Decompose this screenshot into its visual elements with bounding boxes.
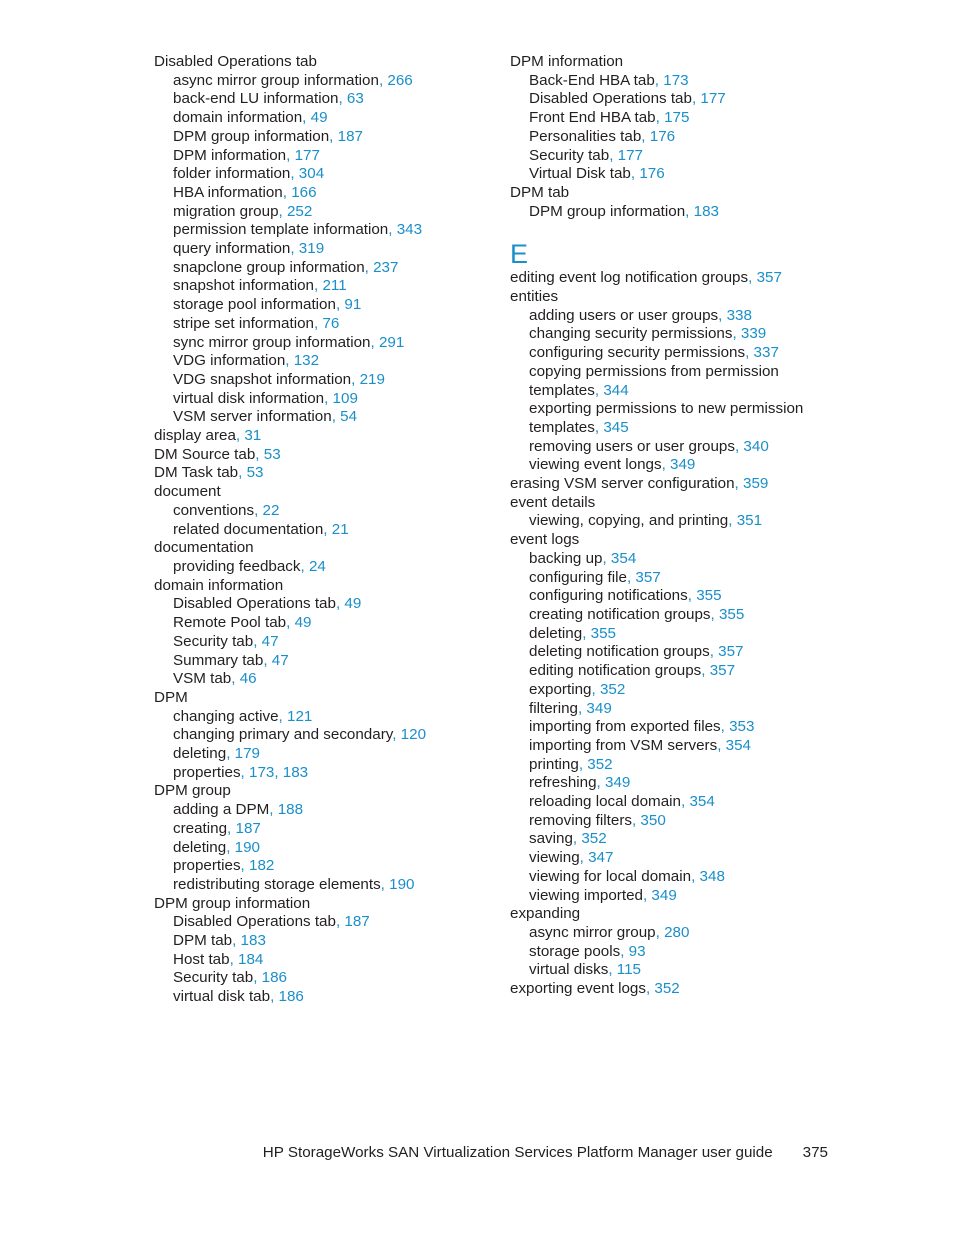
index-entry bbox=[154, 895, 484, 914]
page-reference-link[interactable]: 354 bbox=[725, 736, 751, 754]
index-entry-text: VSM server information bbox=[173, 408, 332, 426]
index-subentry: Security tab, 47 bbox=[173, 632, 279, 650]
index-entry-text: deleting bbox=[173, 838, 227, 856]
index-subentry: providing feedback, 24 bbox=[173, 557, 326, 575]
index-subentry: exporting, 352 bbox=[529, 680, 626, 698]
page-reference-link[interactable]: 91 bbox=[344, 296, 362, 314]
index-entry-text: deleting notification groups bbox=[529, 643, 710, 661]
index-entry-text: configuring security permissions bbox=[529, 344, 746, 362]
index-entry-text: Security tab bbox=[173, 969, 254, 987]
index-subentry: adding a DPM, 188 bbox=[173, 801, 304, 819]
index-entry-text: editing event log notification groups bbox=[510, 269, 749, 287]
index-entry-text: providing feedback bbox=[173, 557, 301, 575]
index-entry-text: adding a DPM bbox=[173, 801, 270, 819]
index-entry-text: event details bbox=[510, 493, 596, 511]
page-reference-link[interactable]: 340 bbox=[743, 437, 769, 455]
index-entry-text: sync mirror group information bbox=[173, 333, 371, 351]
index-entry-text-line1: copying permissions from permission bbox=[529, 362, 779, 380]
page-reference-link[interactable]: 177 bbox=[294, 146, 320, 164]
page-reference-link[interactable]: 352 bbox=[599, 680, 626, 698]
index-entry-text: importing from VSM servers bbox=[529, 736, 718, 754]
page-reference-link[interactable]: 190 bbox=[234, 838, 260, 856]
index-entry-text: DPM group information bbox=[173, 127, 330, 145]
index-subentry: deleting notification groups, 357 bbox=[529, 643, 744, 661]
page-reference-link[interactable]: 352 bbox=[654, 980, 680, 998]
index-subentry: copying permissions from permission templates, 344 bbox=[510, 363, 840, 400]
index-subentry: snapclone group information, 237 bbox=[173, 258, 399, 276]
page-reference-link[interactable]: 176 bbox=[649, 127, 676, 145]
page-reference-link[interactable]: 351 bbox=[736, 512, 763, 530]
index-subentry: virtual disk information, 109 bbox=[173, 389, 358, 407]
index-entry-text: domain information bbox=[173, 109, 303, 127]
page-reference-link[interactable]: 339 bbox=[740, 325, 767, 343]
index-subentry: printing, 352 bbox=[529, 755, 613, 773]
index-entry-text: removing filters bbox=[529, 811, 632, 829]
index-subentry: VDG snapshot information, 219 bbox=[173, 370, 385, 388]
page-reference-link[interactable]: 353 bbox=[729, 718, 755, 736]
index-entry-text: saving bbox=[529, 830, 573, 848]
page-reference-link[interactable]: 337 bbox=[753, 344, 779, 362]
index-entry-text: query information bbox=[173, 240, 291, 258]
page-reference-link[interactable]: 190 bbox=[389, 875, 415, 893]
index-entry-text: redistributing storage elements bbox=[173, 875, 381, 893]
index-subentry: DPM information, 177 bbox=[173, 146, 320, 164]
index-subentry: removing users or user groups, 340 bbox=[529, 437, 769, 455]
footer-title: HP StorageWorks SAN Virtualization Services Platform Manager user guide bbox=[262, 1144, 773, 1161]
index-group-e bbox=[510, 269, 840, 998]
page-reference-link[interactable]: 54 bbox=[340, 408, 358, 426]
index-entry-text-line1: exporting permissions to new permission bbox=[529, 400, 804, 418]
index-entry-text: Disabled Operations tab bbox=[173, 913, 336, 931]
page-reference-link[interactable]: 31 bbox=[244, 427, 262, 445]
index-entry bbox=[510, 53, 840, 72]
index-subentry: removing filters, 350 bbox=[529, 811, 666, 829]
index-subentry: changing security permissions, 339 bbox=[529, 325, 767, 343]
index-entry-text: templates bbox=[529, 381, 595, 399]
index-entry-text: removing users or user groups bbox=[529, 437, 735, 455]
page-reference-link[interactable]: 53 bbox=[246, 464, 264, 482]
index-entry-text: editing notification groups bbox=[529, 662, 702, 680]
page-reference-link[interactable]: 183 bbox=[693, 202, 719, 220]
page-reference-link[interactable]: 173, 183 bbox=[249, 763, 309, 781]
index-entry-text: DPM group bbox=[154, 782, 231, 800]
page-reference-link[interactable]: 49 bbox=[344, 595, 362, 613]
index-subentry: sync mirror group information, 291 bbox=[173, 333, 405, 351]
index-entry: DM Task tab, 53 bbox=[154, 464, 264, 482]
index-subentry: related documentation, 21 bbox=[173, 520, 349, 538]
page-reference-link[interactable]: 349 bbox=[605, 774, 631, 792]
index-entry-text: display area bbox=[154, 427, 236, 445]
page-reference-link[interactable]: 53 bbox=[263, 445, 281, 463]
index-entry-text: viewing bbox=[529, 849, 580, 867]
index-subentry: importing from VSM servers, 354 bbox=[529, 736, 751, 754]
index-entry-text: erasing VSM server configuration bbox=[510, 475, 735, 493]
index-entry-text: Disabled Operations tab bbox=[529, 90, 692, 108]
index-entry-text: expanding bbox=[510, 905, 581, 923]
index-entry-text: conventions bbox=[173, 501, 255, 519]
page-reference-link[interactable]: 186 bbox=[278, 988, 304, 1006]
index-entry bbox=[154, 689, 484, 708]
index-entry-text: Personalities tab bbox=[529, 127, 642, 145]
index-subentry: Personalities tab, 176 bbox=[529, 127, 676, 145]
index-subentry: virtual disk tab, 186 bbox=[173, 988, 304, 1006]
index-entry-text: HBA information bbox=[173, 183, 283, 201]
index-subentry: HBA information, 166 bbox=[173, 183, 317, 201]
index-entry-text: viewing for local domain bbox=[529, 867, 692, 885]
page-reference-link[interactable]: 352 bbox=[587, 755, 613, 773]
index-entry: exporting event logs, 352 bbox=[510, 980, 680, 998]
index-subentry: Security tab, 177 bbox=[529, 146, 643, 164]
index-subentry: saving, 352 bbox=[529, 830, 607, 848]
index-subentry: creating notification groups, 355 bbox=[529, 605, 745, 623]
page-reference-link[interactable]: 176 bbox=[639, 165, 665, 183]
index-entry-text: entities bbox=[510, 288, 559, 306]
index-subentry: DPM group information, 183 bbox=[529, 202, 719, 220]
index-entry-text: viewing imported bbox=[529, 886, 643, 904]
index-entry bbox=[154, 577, 484, 596]
page-reference-link[interactable]: 173 bbox=[663, 71, 689, 89]
index-entry-text: folder information bbox=[173, 165, 291, 183]
page-reference-link[interactable]: 349 bbox=[586, 699, 612, 717]
page-reference-link[interactable]: 21 bbox=[331, 520, 349, 538]
index-subentry: DPM tab, 183 bbox=[173, 932, 266, 950]
index-subentry: VSM server information, 54 bbox=[173, 408, 358, 426]
page-reference-link[interactable]: 347 bbox=[588, 849, 614, 867]
index-entry-text: backing up bbox=[529, 549, 603, 567]
index-subentry: Disabled Operations tab, 177 bbox=[529, 90, 726, 108]
index-entry-text: deleting bbox=[529, 624, 583, 642]
page-reference-link[interactable]: 175 bbox=[664, 109, 690, 127]
page-reference-link[interactable]: 47 bbox=[271, 651, 289, 669]
page-reference-link[interactable]: 291 bbox=[378, 333, 405, 351]
page-reference-link[interactable]: 354 bbox=[610, 549, 637, 567]
index-entry-text: creating notification groups bbox=[529, 605, 711, 623]
index-entry bbox=[510, 905, 840, 924]
page-reference-link[interactable]: 352 bbox=[581, 830, 607, 848]
index-entry bbox=[154, 782, 484, 801]
index-subentry: folder information, 304 bbox=[173, 165, 325, 183]
index-subentry: Host tab, 184 bbox=[173, 950, 264, 968]
index-entry-text: snapclone group information bbox=[173, 258, 365, 276]
page-reference-link[interactable]: 182 bbox=[249, 857, 275, 875]
index-entry-text: Remote Pool tab bbox=[173, 614, 287, 632]
index-entry-text: reloading local domain bbox=[529, 793, 681, 811]
page-reference-link[interactable]: 357 bbox=[756, 269, 782, 287]
page-reference-link[interactable]: 280 bbox=[664, 923, 690, 941]
index-entry bbox=[510, 184, 840, 203]
index-entry-text: event logs bbox=[510, 531, 580, 549]
index-subentry: Remote Pool tab, 49 bbox=[173, 614, 312, 632]
page-reference-link[interactable]: 166 bbox=[291, 183, 317, 201]
page-reference-link[interactable]: 132 bbox=[293, 352, 320, 370]
index-subentry: conventions, 22 bbox=[173, 501, 280, 519]
page-reference-link[interactable]: 359 bbox=[743, 475, 769, 493]
index-entry: DM Source tab, 53 bbox=[154, 445, 281, 463]
index-entry bbox=[510, 531, 840, 550]
index-entry-text: related documentation bbox=[173, 520, 324, 538]
index-entry: erasing VSM server configuration, 359 bbox=[510, 475, 769, 493]
index-entry-text: async mirror group information bbox=[173, 71, 379, 89]
index-entry-text: virtual disk tab bbox=[173, 988, 271, 1006]
index-entry-text: VDG information bbox=[173, 352, 286, 370]
page-reference-link[interactable]: 355 bbox=[696, 587, 722, 605]
index-subentry: changing active, 121 bbox=[173, 707, 313, 725]
index-subentry: reloading local domain, 354 bbox=[529, 793, 715, 811]
index-entry-text: printing bbox=[529, 755, 579, 773]
index-entry-text: DPM group information bbox=[529, 202, 686, 220]
index-subentry: Security tab, 186 bbox=[173, 969, 287, 987]
page-reference-link[interactable]: 49 bbox=[310, 109, 328, 127]
index-entry-text: Summary tab bbox=[173, 651, 264, 669]
index-entry-text: virtual disk information bbox=[173, 389, 325, 407]
index-entry-text: adding users or user groups bbox=[529, 306, 719, 324]
index-entry-text: changing primary and secondary bbox=[173, 726, 393, 744]
index-entry-text: viewing event longs bbox=[529, 456, 662, 474]
index-group-d bbox=[510, 53, 840, 221]
index-subentry: viewing, 347 bbox=[529, 849, 614, 867]
index-subentry: creating, 187 bbox=[173, 819, 261, 837]
page-reference-link[interactable]: 219 bbox=[359, 370, 385, 388]
index-subentry: virtual disks, 115 bbox=[529, 961, 642, 979]
index-entry-text: Security tab bbox=[173, 632, 254, 650]
index-subentry: redistributing storage elements, 190 bbox=[173, 875, 415, 893]
index-subentry: properties, 182 bbox=[173, 857, 275, 875]
index-entry-text: storage pools bbox=[529, 942, 621, 960]
index-entry-text: Back-End HBA tab bbox=[529, 71, 655, 89]
index-entry-text: properties bbox=[173, 763, 241, 781]
index-subentry: viewing imported, 349 bbox=[529, 886, 677, 904]
index-entry: editing event log notification groups, 357 bbox=[510, 269, 782, 287]
page-reference-link[interactable]: 187 bbox=[337, 127, 363, 145]
page-reference-link[interactable]: 355 bbox=[718, 605, 745, 623]
index-column-right bbox=[510, 53, 840, 999]
index-subentry: Disabled Operations tab, 49 bbox=[173, 595, 362, 613]
index-subentry: backing up, 354 bbox=[529, 549, 637, 567]
index-entry-text: async mirror group bbox=[529, 923, 656, 941]
page-reference-link[interactable]: 177 bbox=[700, 90, 726, 108]
page-reference-link[interactable]: 355 bbox=[590, 624, 616, 642]
index-entry-text: exporting bbox=[529, 680, 592, 698]
page-reference-link[interactable]: 76 bbox=[322, 314, 340, 332]
page-reference-link[interactable]: 63 bbox=[346, 90, 364, 108]
index-entry-text: filtering bbox=[529, 699, 578, 717]
page-reference-link[interactable]: 354 bbox=[689, 793, 715, 811]
page-reference-link[interactable]: 211 bbox=[322, 277, 347, 295]
index-entry-text: DPM information bbox=[510, 53, 624, 70]
index-subentry: importing from exported files, 353 bbox=[529, 718, 755, 736]
index-entry-text: exporting event logs bbox=[510, 980, 646, 998]
page-footer bbox=[0, 1143, 828, 1163]
page-reference-link[interactable]: 345 bbox=[603, 418, 629, 436]
page-reference-link[interactable]: 93 bbox=[628, 942, 646, 960]
page-reference-link[interactable]: 350 bbox=[640, 811, 666, 829]
index-subentry: properties, 173, 183 bbox=[173, 763, 309, 781]
index-entry-text: domain information bbox=[154, 576, 284, 594]
index-entry: display area, 31 bbox=[154, 427, 262, 445]
index-entry bbox=[154, 539, 484, 558]
page-reference-link[interactable]: 349 bbox=[651, 886, 677, 904]
index-subentry: Front End HBA tab, 175 bbox=[529, 109, 690, 127]
page-reference-link[interactable]: 24 bbox=[308, 557, 326, 575]
index-entry-text: deleting bbox=[173, 745, 227, 763]
index-entry-text: configuring file bbox=[529, 568, 627, 586]
page-reference-link[interactable]: 266 bbox=[387, 71, 413, 89]
page-reference-link[interactable]: 49 bbox=[294, 614, 312, 632]
page-reference-link[interactable]: 349 bbox=[670, 456, 696, 474]
index-subentry: Disabled Operations tab, 187 bbox=[173, 913, 370, 931]
index-entry-text: DPM group information bbox=[154, 894, 311, 912]
index-entry-text: documentation bbox=[154, 539, 254, 557]
index-subentry: changing primary and secondary, 120 bbox=[173, 726, 427, 744]
index-subentry: VSM tab, 46 bbox=[173, 670, 257, 688]
page-reference-link[interactable]: 187 bbox=[344, 913, 370, 931]
page-reference-link[interactable]: 188 bbox=[277, 801, 304, 819]
index-subentry: migration group, 252 bbox=[173, 202, 313, 220]
index-entry-text: stripe set information bbox=[173, 314, 314, 332]
page-reference-link[interactable]: 187 bbox=[235, 819, 261, 837]
index-entry-text: properties bbox=[173, 857, 241, 875]
index-subentry: storage pools, 93 bbox=[529, 942, 646, 960]
index-subentry: Virtual Disk tab, 176 bbox=[529, 165, 665, 183]
index-entry bbox=[510, 288, 840, 307]
index-entry-text: importing from exported files bbox=[529, 718, 721, 736]
index-entry-text: storage pool information bbox=[173, 296, 336, 314]
index-entry-text: refreshing bbox=[529, 774, 597, 792]
index-subentry: async mirror group, 280 bbox=[529, 923, 690, 941]
index-subentry: snapshot information, 211 bbox=[173, 277, 347, 295]
index-entry bbox=[154, 483, 484, 502]
index-subentry: adding users or user groups, 338 bbox=[529, 306, 752, 324]
index-entry-text: viewing, copying, and printing bbox=[529, 512, 729, 530]
page-number: 375 bbox=[802, 1144, 828, 1161]
page-reference-link[interactable]: 348 bbox=[699, 867, 725, 885]
page-reference-link[interactable]: 344 bbox=[603, 381, 629, 399]
index-entry-text: migration group bbox=[173, 202, 279, 220]
index-entry-text: configuring notifications bbox=[529, 587, 688, 605]
index-subentry: stripe set information, 76 bbox=[173, 314, 340, 332]
index-entry-text: back-end LU information bbox=[173, 90, 339, 108]
index-subentry: async mirror group information, 266 bbox=[173, 71, 413, 89]
index-subentry: storage pool information, 91 bbox=[173, 296, 362, 314]
page-reference-link[interactable]: 186 bbox=[261, 969, 287, 987]
page-reference-link[interactable]: 184 bbox=[238, 950, 264, 968]
index-subentry: exporting permissions to new permission templates, 345 bbox=[510, 400, 840, 437]
page-reference-link[interactable]: 304 bbox=[298, 165, 325, 183]
index-entry-text: Front End HBA tab bbox=[529, 109, 656, 127]
index-entry-text: VDG snapshot information bbox=[173, 370, 352, 388]
index-entry-text: DM Task tab bbox=[154, 464, 239, 482]
index-column-left bbox=[154, 53, 484, 1007]
page-reference-link[interactable]: 357 bbox=[709, 662, 736, 680]
index-entry-text: DPM tab bbox=[510, 183, 570, 201]
index-subentry: filtering, 349 bbox=[529, 699, 612, 717]
index-subentry: DPM group information, 187 bbox=[173, 127, 363, 145]
page-reference-link[interactable]: 115 bbox=[616, 961, 642, 979]
index-subentry: permission template information, 343 bbox=[173, 221, 423, 239]
page-reference-link[interactable]: 252 bbox=[286, 202, 313, 220]
section-letter: E bbox=[510, 239, 529, 270]
page-reference-link[interactable]: 109 bbox=[332, 389, 358, 407]
index-subentry: domain information, 49 bbox=[173, 109, 328, 127]
index-subentry: configuring file, 357 bbox=[529, 568, 661, 586]
index-entry-text: DPM information bbox=[173, 146, 287, 164]
index-subentry: Back-End HBA tab, 173 bbox=[529, 71, 689, 89]
page-reference-link[interactable]: 237 bbox=[373, 258, 399, 276]
index-entry-text: Virtual Disk tab bbox=[529, 165, 631, 183]
index-entry-text: creating bbox=[173, 819, 228, 837]
index-subentry: query information, 319 bbox=[173, 240, 325, 258]
index-entry-text: permission template information bbox=[173, 221, 389, 239]
index-entry-text: changing active bbox=[173, 707, 279, 725]
index-subentry: configuring security permissions, 337 bbox=[529, 344, 779, 362]
index-subentry: viewing for local domain, 348 bbox=[529, 867, 725, 885]
index-entry-text: templates bbox=[529, 418, 595, 436]
index-subentry: deleting, 179 bbox=[173, 745, 260, 763]
index-entry-text: document bbox=[154, 483, 221, 501]
index-entry-text: DPM bbox=[154, 688, 188, 706]
index-subentry: Summary tab, 47 bbox=[173, 651, 289, 669]
index-entry-text: VSM tab bbox=[173, 670, 232, 688]
page-reference-link[interactable]: 177 bbox=[617, 146, 643, 164]
index-entry-text: changing security permissions bbox=[529, 325, 733, 343]
index-subentry: editing notification groups, 357 bbox=[529, 662, 736, 680]
index-entry-text: Disabled Operations tab bbox=[173, 595, 336, 613]
page-reference-link[interactable]: 343 bbox=[396, 221, 423, 239]
index-subentry: viewing, copying, and printing, 351 bbox=[529, 512, 763, 530]
index-subentry: refreshing, 349 bbox=[529, 774, 631, 792]
index-entry-text: DPM tab bbox=[173, 932, 233, 950]
page-reference-link[interactable]: 319 bbox=[298, 240, 325, 258]
index-entry-text: snapshot information bbox=[173, 277, 314, 295]
index-subentry: deleting, 355 bbox=[529, 624, 616, 642]
index-entry-text: DM Source tab bbox=[154, 445, 256, 463]
index-entry-text: Disabled Operations tab bbox=[154, 53, 317, 70]
page-reference-link[interactable]: 47 bbox=[261, 632, 279, 650]
index-entry bbox=[510, 494, 840, 513]
index-subentry: back-end LU information, 63 bbox=[173, 90, 364, 108]
index-subentry: configuring notifications, 355 bbox=[529, 587, 722, 605]
page-reference-link[interactable]: 357 bbox=[635, 568, 661, 586]
index-entry-text: Host tab bbox=[173, 950, 230, 968]
page-reference-link[interactable]: 46 bbox=[239, 670, 257, 688]
page-reference-link[interactable]: 338 bbox=[726, 306, 752, 324]
index-entry-text: Security tab bbox=[529, 146, 610, 164]
index-entry bbox=[154, 53, 484, 72]
page-reference-link[interactable]: 22 bbox=[262, 501, 280, 519]
page-reference-link[interactable]: 179 bbox=[234, 745, 260, 763]
page-reference-link[interactable]: 121 bbox=[287, 707, 313, 725]
index-entry-text: virtual disks bbox=[529, 961, 609, 979]
page-reference-link[interactable]: 120 bbox=[400, 726, 427, 744]
page-reference-link[interactable]: 357 bbox=[718, 643, 744, 661]
index-subentry: deleting, 190 bbox=[173, 838, 260, 856]
index-subentry: viewing event longs, 349 bbox=[529, 456, 696, 474]
page-reference-link[interactable]: 183 bbox=[240, 932, 266, 950]
index-subentry: VDG information, 132 bbox=[173, 352, 320, 370]
